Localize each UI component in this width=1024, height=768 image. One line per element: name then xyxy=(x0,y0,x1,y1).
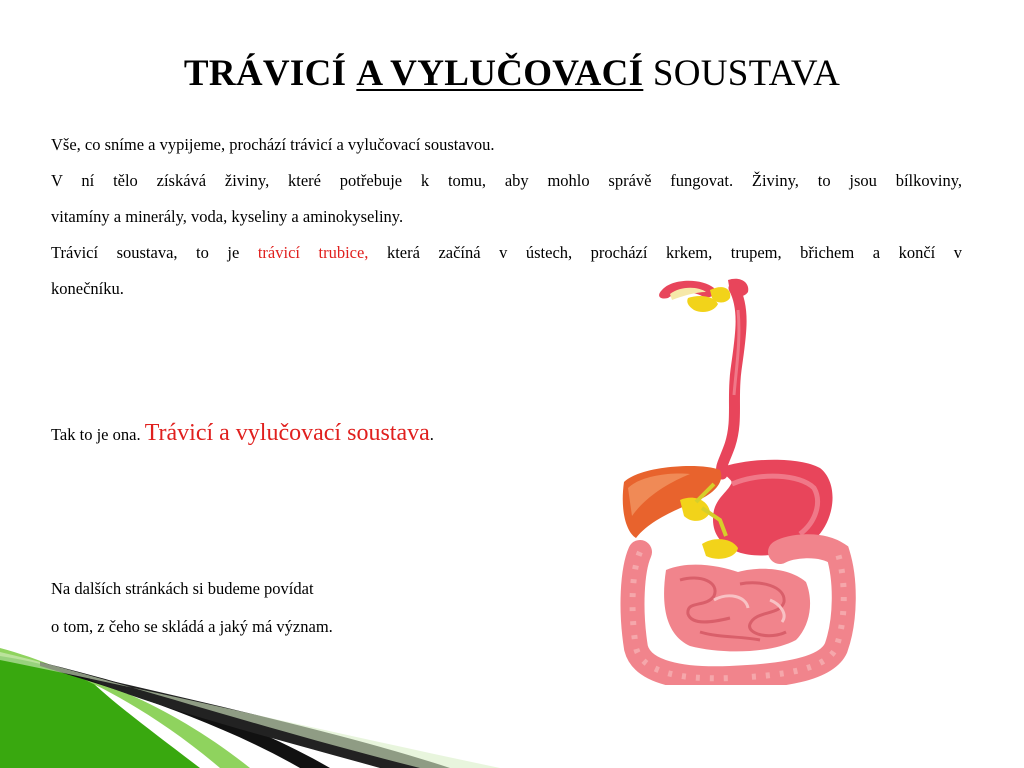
page-title xyxy=(0,52,1024,95)
paragraph-1: Vše, co sníme a vypijeme, prochází trávicí a vylučovací soustavou. xyxy=(51,135,495,154)
paragraph-2-line-2: vitamíny a minerály, voda, kyseliny a aminokyseliny. xyxy=(51,207,404,226)
title-part-2: A VYLUČOVACÍ xyxy=(356,53,644,94)
paragraph-3-line-1 xyxy=(51,235,962,271)
paragraph-2-line-1: V ní tělo získává živiny, které potřebuje k tomu, aby mohlo správě fungovat. Živiny, to jsou bílkoviny, xyxy=(51,171,962,190)
decorative-swoosh xyxy=(0,640,1024,768)
tak-prefix: Tak to je ona. xyxy=(51,425,145,444)
title-part-3: SOUSTAVA xyxy=(652,53,841,94)
closing-line-2: o tom, z čeho se skládá a jaký má význam. xyxy=(51,617,333,636)
tak-suffix: . xyxy=(429,425,434,444)
tak-line xyxy=(51,420,434,447)
paragraph-3-before: Trávicí soustava, to je xyxy=(51,243,258,262)
title-part-1: TRÁVICÍ xyxy=(183,53,347,94)
paragraph-3-line-2: konečníku. xyxy=(51,279,124,298)
digestive-system-icon xyxy=(610,270,870,685)
tak-highlight: Trávicí a vylučovací soustava xyxy=(144,420,430,446)
paragraph-3-after: která začíná v ústech, prochází krkem, trupem, břichem a končí v xyxy=(368,243,962,262)
paragraph-3-highlight: trávicí trubice, xyxy=(257,243,369,262)
closing-line-1: Na dalších stránkách si budeme povídat xyxy=(51,579,314,598)
